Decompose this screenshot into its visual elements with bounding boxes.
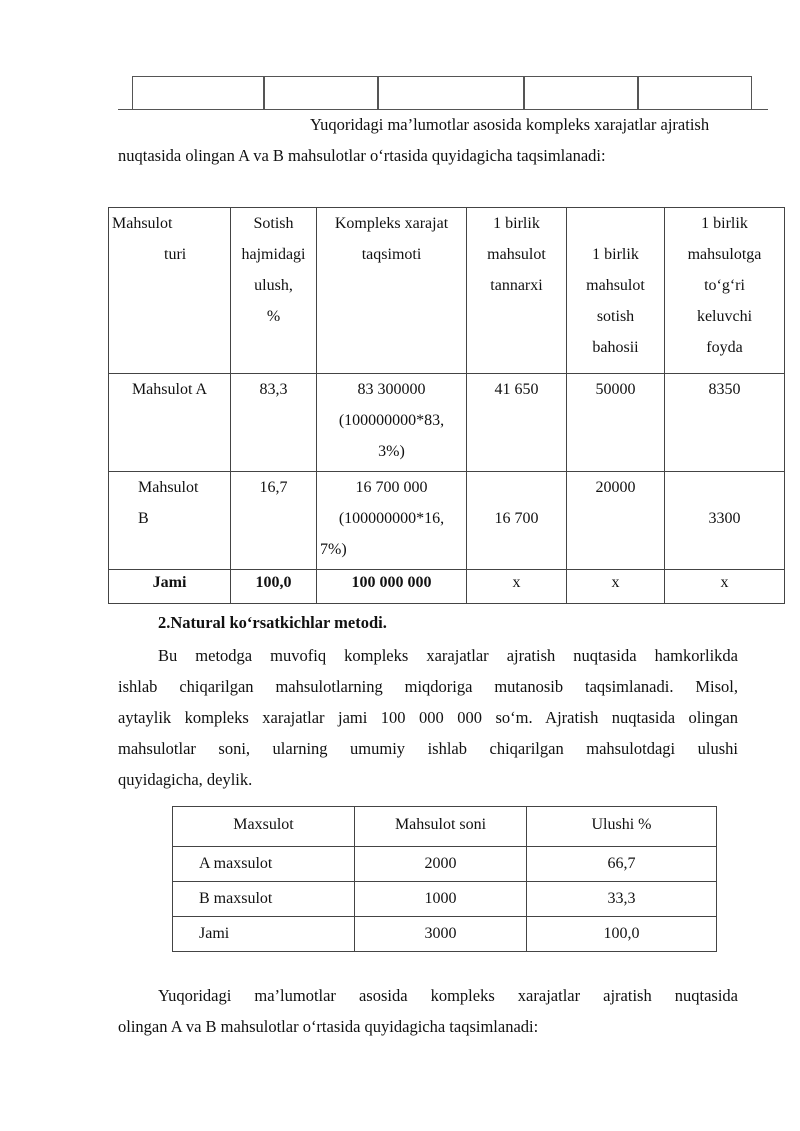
body-paragraph	[118, 640, 738, 795]
fragment-cell	[132, 76, 264, 109]
cell-total-label: Jami	[109, 570, 231, 604]
fragment-cell	[264, 76, 378, 109]
table-row	[109, 472, 785, 570]
table-header-row	[109, 208, 785, 374]
header-unit-price: 1 birlik mahsulot sotish bahosii	[567, 208, 665, 374]
header-unit-profit: 1 birlik mahsulotga to‘g‘ri keluvchi foyda	[665, 208, 785, 374]
cell-complex-cost: 16 700 000 (100000000*16, 7%)	[317, 472, 467, 570]
cell-share: 16,7	[231, 472, 317, 570]
cell-quantity: 1000	[355, 882, 527, 917]
cell-unit-profit: 8350	[665, 374, 785, 472]
cell-share: 100,0	[527, 917, 717, 952]
cost-allocation-table	[108, 207, 785, 604]
previous-table-fragment	[118, 76, 768, 110]
intro-line-2: nuqtasida olingan A va B mahsulotlar o‘rtasida quyidagicha taqsimlanadi:	[118, 146, 606, 165]
table-row	[173, 917, 717, 952]
table-header-row	[173, 807, 717, 847]
cell-total-cost: 100 000 000	[317, 570, 467, 604]
cell-unit-cost: 41 650	[467, 374, 567, 472]
cell-complex-cost: 83 300000 (100000000*83, 3%)	[317, 374, 467, 472]
body-line: aytaylik kompleks xarajatlar jami 100 000 000 so‘m. Ajratish nuqtasida olingan	[118, 708, 738, 727]
table-row	[109, 374, 785, 472]
table-row	[173, 847, 717, 882]
body-line: ishlab chiqarilgan mahsulotlarning miqdoriga mutanosib taqsimlanadi. Misol,	[118, 677, 738, 696]
cell-product-name: Mahsulot B	[109, 472, 231, 570]
fragment-cell	[524, 76, 638, 109]
closing-line: olingan A va B mahsulotlar o‘rtasida quyidagicha taqsimlanadi:	[118, 1017, 539, 1036]
header-complex-cost: Kompleks xarajat taqsimoti	[317, 208, 467, 374]
cell-unit-price: 50000	[567, 374, 665, 472]
cell-share: 83,3	[231, 374, 317, 472]
cell-product: B maxsulot	[173, 882, 355, 917]
header-product-type: Mahsulot turi	[109, 208, 231, 374]
cell-total-share: 100,0	[231, 570, 317, 604]
cell-total-x: x	[467, 570, 567, 604]
cell-total-x: x	[665, 570, 785, 604]
header-unit-cost: 1 birlik mahsulot tannarxi	[467, 208, 567, 374]
cell-quantity: 2000	[355, 847, 527, 882]
cell-product: Jami	[173, 917, 355, 952]
body-line: Bu metodga muvofiq kompleks xarajatlar ajratish nuqtasida hamkorlikda	[158, 646, 738, 665]
header-product: Maxsulot	[173, 807, 355, 847]
fragment-cell	[378, 76, 524, 109]
header-sales-share: Sotish hajmidagi ulush, %	[231, 208, 317, 374]
cell-product: A maxsulot	[173, 847, 355, 882]
cell-product-name: Mahsulot A	[109, 374, 231, 472]
cell-unit-price: 20000	[567, 472, 665, 570]
table-row	[173, 882, 717, 917]
cell-unit-profit: 3300	[665, 472, 785, 570]
header-quantity: Mahsulot soni	[355, 807, 527, 847]
section-heading: 2.Natural ko‘rsatkichlar metodi.	[158, 613, 387, 632]
cell-unit-cost: 16 700	[467, 472, 567, 570]
cell-quantity: 3000	[355, 917, 527, 952]
cell-total-x: x	[567, 570, 665, 604]
body-line: mahsulotlar soni, ularning umumiy ishlab chiqarilgan mahsulotdagi ulushi	[118, 739, 738, 758]
closing-line: Yuqoridagi ma’lumotlar asosida kompleks xarajatlar ajratish nuqtasida	[158, 986, 738, 1005]
body-line: quyidagicha, deylik.	[118, 770, 253, 789]
closing-paragraph	[118, 980, 738, 1042]
cell-share: 66,7	[527, 847, 717, 882]
fragment-cell	[638, 76, 752, 109]
product-quantity-table	[172, 806, 717, 952]
header-share: Ulushi %	[527, 807, 717, 847]
intro-line-1: Yuqoridagi ma’lumotlar asosida kompleks xarajatlar ajratish	[310, 115, 710, 134]
cell-share: 33,3	[527, 882, 717, 917]
table-total-row	[109, 570, 785, 604]
